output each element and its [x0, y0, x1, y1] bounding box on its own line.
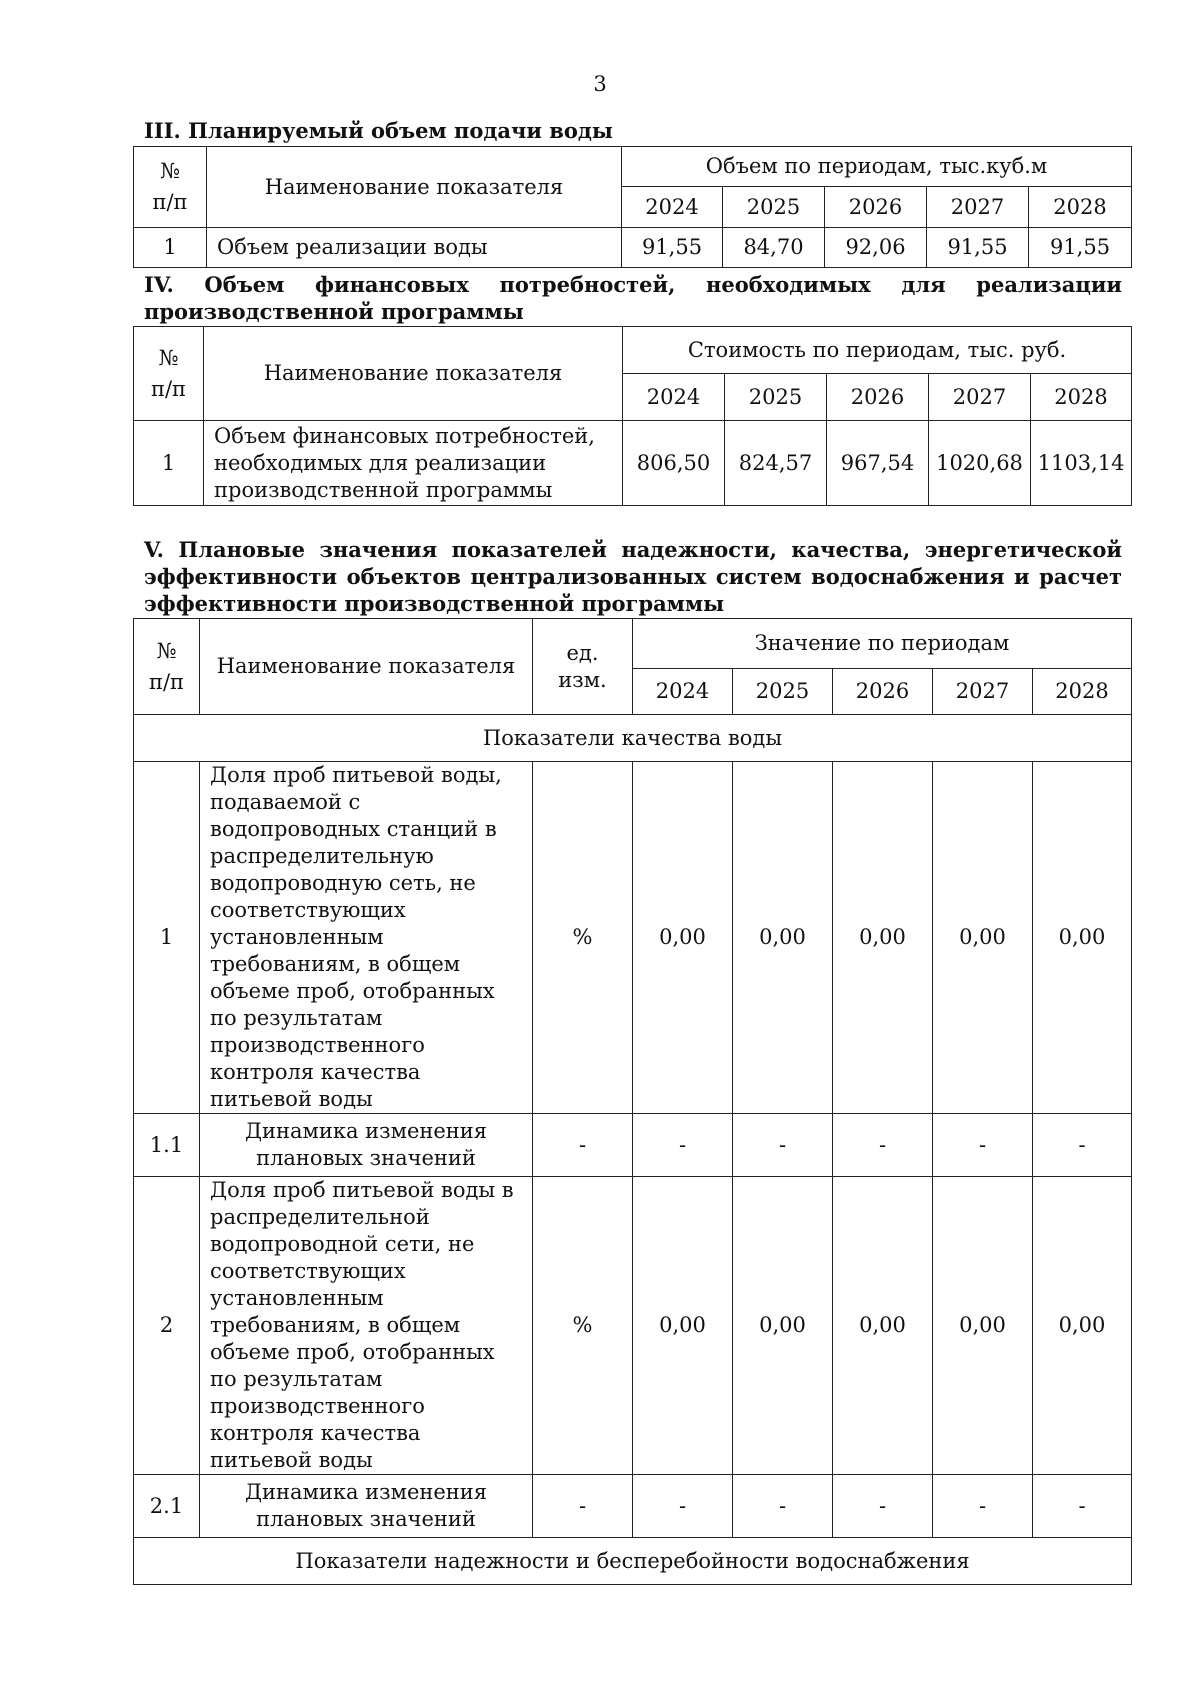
row-value: 0,00	[933, 1177, 1033, 1475]
row-name: Объем реализации воды	[207, 228, 622, 268]
row-value: 91,55	[927, 228, 1029, 268]
table-row	[134, 762, 1132, 1114]
row-value: -	[633, 1114, 733, 1177]
header-no: № п/п	[134, 619, 200, 715]
group-row-quality: Показатели качества воды	[134, 715, 1132, 762]
row-value: 1020,68	[929, 421, 1031, 506]
row-value: 0,00	[833, 1177, 933, 1475]
financial-needs-table	[133, 326, 1132, 506]
supply-volume-table	[133, 146, 1132, 268]
row-value: -	[633, 1475, 733, 1538]
header-unit: ед. изм.	[533, 619, 633, 715]
row-value: 1103,14	[1031, 421, 1132, 506]
row-value: 91,55	[622, 228, 723, 268]
row-name: Доля проб питьевой воды в распределительной водопроводной сети, не соответствующих установленным требованиям, в общем объеме проб, отобранных по результатам производственного контроля качества питьевой воды	[200, 1177, 533, 1475]
row-value: 0,00	[733, 762, 833, 1114]
row-value: 967,54	[827, 421, 929, 506]
row-value: 0,00	[1033, 762, 1132, 1114]
header-year: 2026	[827, 374, 929, 421]
header-year: 2025	[725, 374, 827, 421]
header-no: № п/п	[134, 327, 204, 421]
header-year: 2024	[633, 669, 733, 715]
row-name: Объем финансовых потребностей, необходимых для реализации производственной программы	[204, 421, 623, 506]
row-unit: -	[533, 1475, 633, 1538]
table-row	[134, 421, 1132, 506]
header-year: 2026	[825, 187, 927, 228]
section-3-heading: III. Планируемый объем подачи воды	[144, 118, 613, 143]
header-year: 2026	[833, 669, 933, 715]
row-no: 2.1	[134, 1475, 200, 1538]
row-value: 84,70	[723, 228, 825, 268]
indicators-table	[133, 618, 1132, 1585]
row-value: -	[1033, 1114, 1132, 1177]
row-name: Динамика изменения плановых значений	[200, 1475, 533, 1538]
row-no: 2	[134, 1177, 200, 1475]
header-year: 2027	[927, 187, 1029, 228]
row-value: -	[733, 1475, 833, 1538]
row-name: Динамика изменения плановых значений	[200, 1114, 533, 1177]
row-value: -	[833, 1475, 933, 1538]
row-value: 824,57	[725, 421, 827, 506]
header-year: 2028	[1031, 374, 1132, 421]
header-period-group: Объем по периодам, тыс.куб.м	[622, 147, 1132, 187]
row-value: 0,00	[733, 1177, 833, 1475]
header-name: Наименование показателя	[200, 619, 533, 715]
header-year: 2025	[733, 669, 833, 715]
row-value: -	[833, 1114, 933, 1177]
header-period-group: Стоимость по периодам, тыс. руб.	[623, 327, 1132, 374]
table-row	[134, 1475, 1132, 1538]
row-value: 806,50	[623, 421, 725, 506]
row-value: 0,00	[933, 762, 1033, 1114]
header-no: № п/п	[134, 147, 207, 228]
row-value: 0,00	[1033, 1177, 1132, 1475]
header-year: 2028	[1029, 187, 1132, 228]
row-unit: %	[533, 762, 633, 1114]
row-value: 0,00	[633, 762, 733, 1114]
header-year: 2027	[933, 669, 1033, 715]
header-year: 2028	[1033, 669, 1132, 715]
header-year: 2025	[723, 187, 825, 228]
row-value: 0,00	[633, 1177, 733, 1475]
row-name: Доля проб питьевой воды, подаваемой с водопроводных станций в распределительную водопроводную сеть, не соответствующих установленным требованиям, в общем объеме проб, отобранных по результатам производственного контроля качества питьевой воды	[200, 762, 533, 1114]
row-value: -	[933, 1114, 1033, 1177]
table-row	[134, 1177, 1132, 1475]
row-value: -	[933, 1475, 1033, 1538]
row-no: 1	[134, 762, 200, 1114]
header-year: 2027	[929, 374, 1031, 421]
row-no: 1	[134, 421, 204, 506]
section-4-heading: IV. Объем финансовых потребностей, необходимых для реализации производственной программы	[144, 272, 1122, 324]
row-value: -	[733, 1114, 833, 1177]
row-unit: -	[533, 1114, 633, 1177]
row-value: 92,06	[825, 228, 927, 268]
group-row-reliability: Показатели надежности и бесперебойности водоснабжения	[134, 1538, 1132, 1585]
row-value: 91,55	[1029, 228, 1132, 268]
row-unit: %	[533, 1177, 633, 1475]
row-no: 1.1	[134, 1114, 200, 1177]
header-year: 2024	[623, 374, 725, 421]
page-number: 3	[593, 72, 607, 96]
row-no: 1	[134, 228, 207, 268]
header-period-group: Значение по периодам	[633, 619, 1132, 669]
row-value: 0,00	[833, 762, 933, 1114]
table-row	[134, 1114, 1132, 1177]
header-name: Наименование показателя	[204, 327, 623, 421]
header-name: Наименование показателя	[207, 147, 622, 228]
header-year: 2024	[622, 187, 723, 228]
row-value: -	[1033, 1475, 1132, 1538]
table-row	[134, 228, 1132, 268]
section-5-heading: V. Плановые значения показателей надежности, качества, энергетической эффективности объектов централизованных систем водоснабжения и расчет эффективности производственной программы	[144, 537, 1122, 616]
